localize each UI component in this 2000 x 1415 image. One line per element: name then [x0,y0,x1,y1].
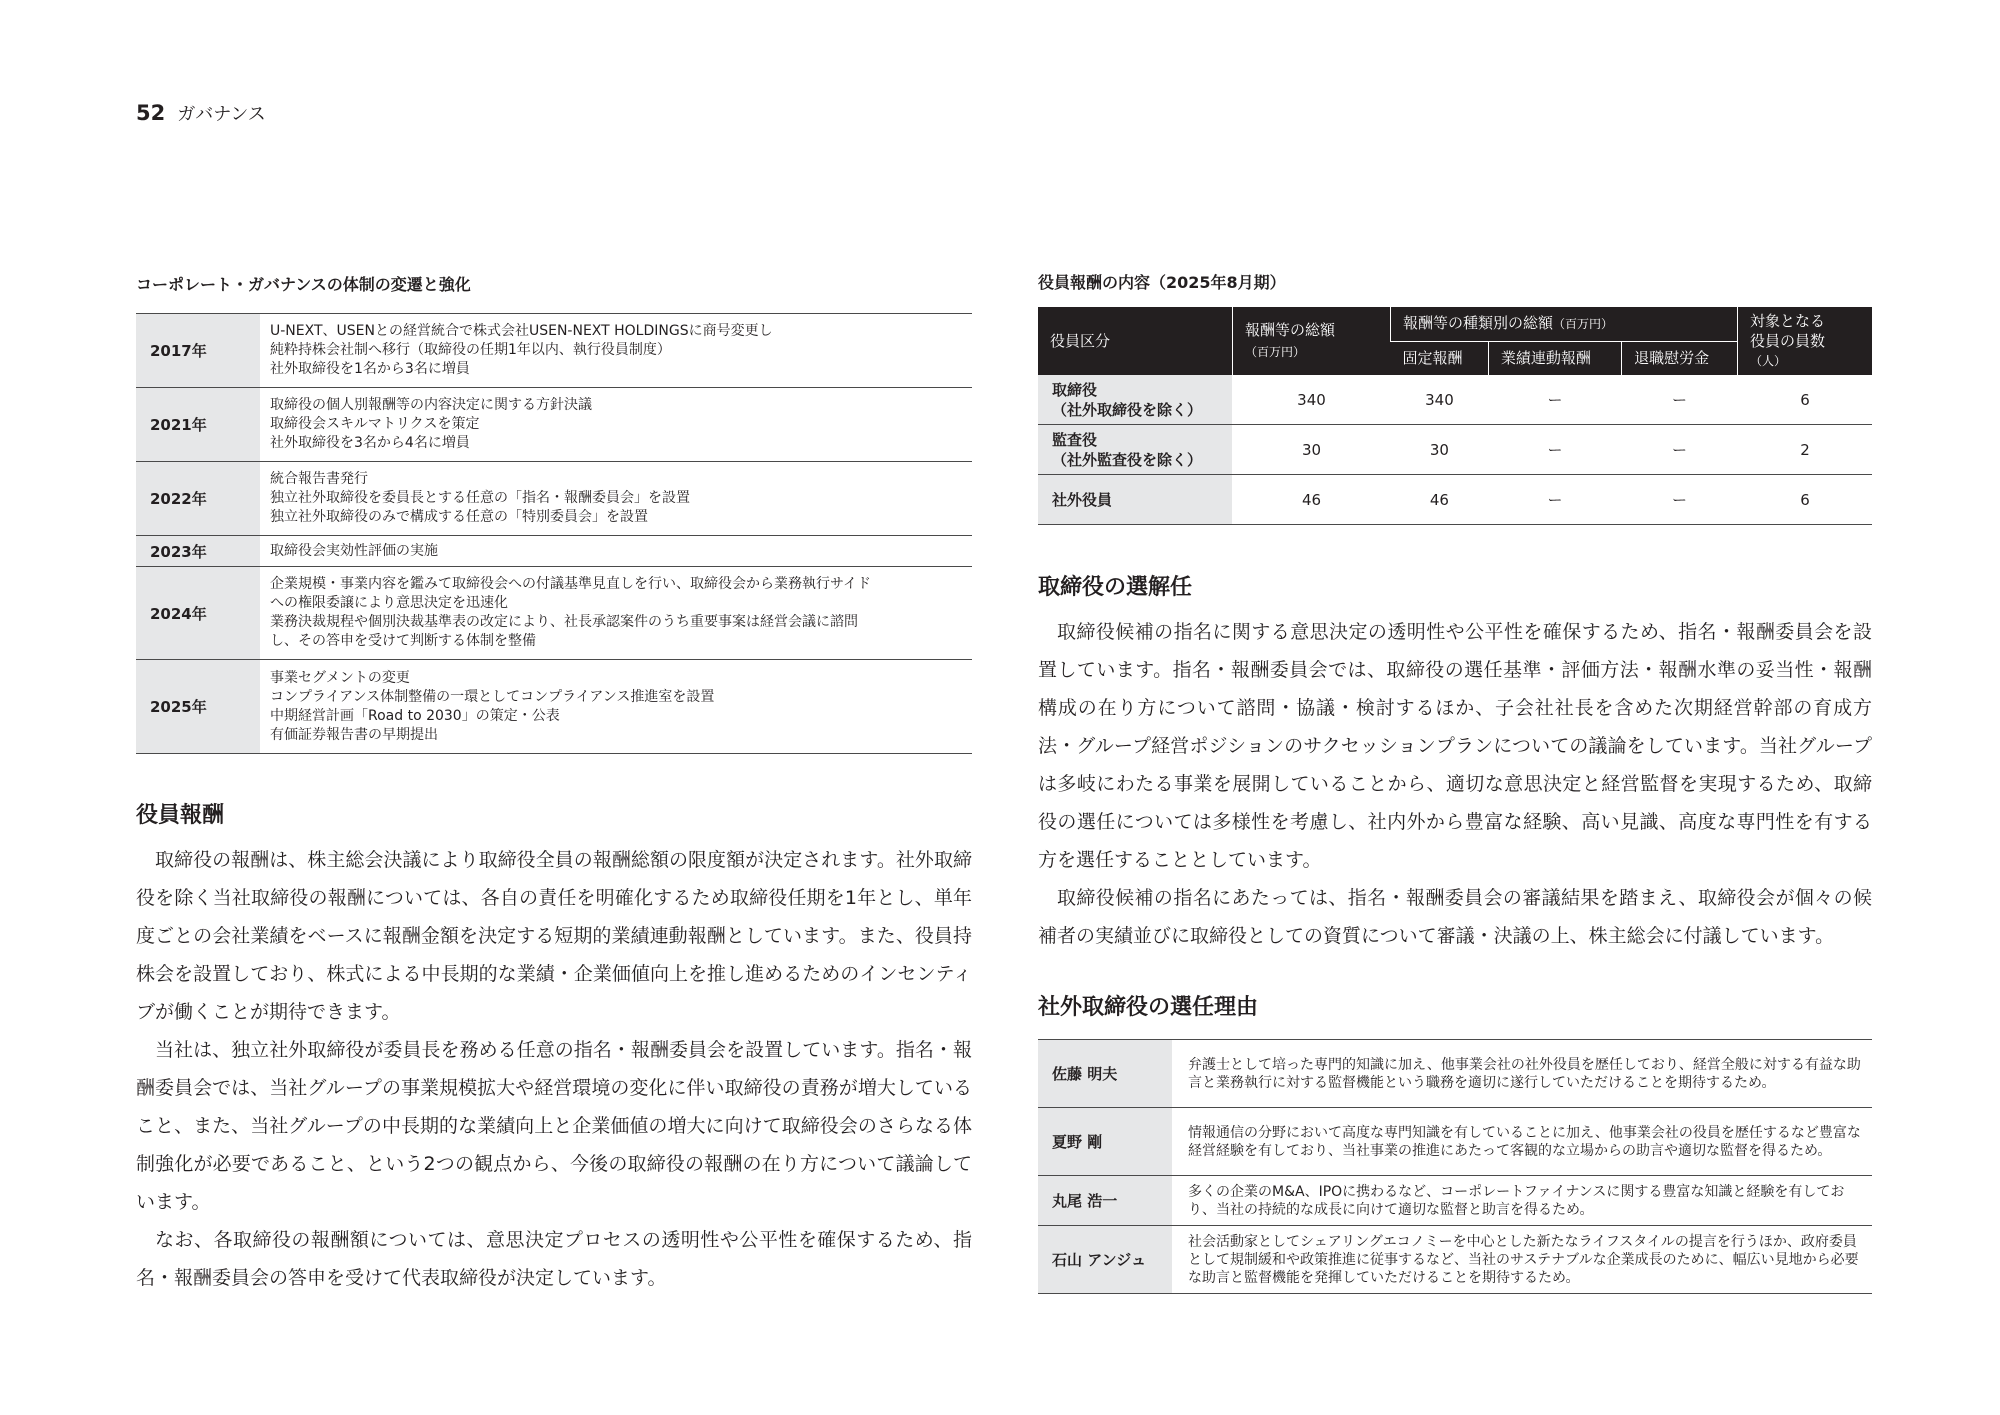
table-row [1038,475,1872,525]
body-paragraph: 当社は、独立社外取締役が委員長を務める任意の指名・報酬委員会を設置しています。指名・報酬委員会では、当社グループの事業規模拡大や経営環境の変化に伴い取締役の責務が増大していること、また、当社グループの中長期的な業績向上と企業価値の増大に向けて取締役会のさらなる体制強化が必要であること、という2つの観点から、今後の取締役の報酬の在り方について議論しています。 [136,1039,972,1213]
director-reason: 情報通信の分野において高度な専門知識を有していることに加え、他事業会社の役員を歴任するなど豊富な経営経験を有しており、当社事業の推進にあたって客観的な立場からの助言や適切な監督を得るため。 [1172,1108,1872,1176]
history-table [136,313,972,754]
table-row [1038,375,1872,425]
history-events: U-NEXT、USENとの経営統合で株式会社USEN-NEXT HOLDINGSに商号変更し 純粋持株会社制へ移行（取締役の任期1年以内、執行役員制度） 社外取締役を1名から3名に増員 [270,323,773,377]
table-row [1038,1176,1872,1226]
page-header [136,100,266,126]
table-row [136,536,972,567]
table-row [136,388,972,462]
table-row [136,462,972,536]
cell-total: 340 [1233,375,1391,425]
cell-performance: ー [1488,475,1621,525]
section-title: ガバナンス [177,104,266,125]
history-events: 取締役の個人別報酬等の内容決定に関する方針決議 取締役会スキルマトリクスを策定 社外取締役を3名から4名に増員 [270,397,592,451]
history-section [136,272,972,754]
cell-performance: ー [1488,375,1621,425]
header-fixed: 固定報酬 [1391,341,1489,375]
table-row [1038,1226,1872,1294]
history-year: 2025年 [136,660,260,754]
header-count-unit: （人） [1750,354,1787,368]
table-row [136,314,972,388]
outside-directors-table [1038,1039,1872,1294]
body-paragraph: なお、各取締役の報酬額については、意思決定プロセスの透明性や公平性を確保するため、指名・報酬委員会の答申を受けて代表取締役が決定しています。 [136,1229,972,1289]
executive-compensation-section [136,798,972,1297]
header-performance: 業績連動報酬 [1488,341,1621,375]
body-paragraph: 取締役候補の指名にあたっては、指名・報酬委員会の審議結果を踏まえ、取締役会が個々の候補者の実績並びに取締役としての資質について審議・決議の上、株主総会に付議しています。 [1038,887,1872,947]
table-row [136,567,972,660]
cell-fixed: 46 [1391,475,1489,525]
compensation-table [1038,307,1872,525]
director-reason: 弁護士として培った専門的知識に加え、他事業会社の社外役員を歴任しており、経営全般に対する有益な助言と業務執行に対する監督機能という職務を適切に遂行していただけることを期待するため。 [1172,1040,1872,1108]
cell-count: 2 [1738,425,1873,475]
section-heading: 取締役の選解任 [1038,575,1193,600]
director-name: 佐藤 明夫 [1038,1040,1172,1108]
cell-performance: ー [1488,425,1621,475]
header-retirement: 退職慰労金 [1622,341,1738,375]
history-events: 事業セグメントの変更 コンプライアンス体制整備の一環としてコンプライアンス推進室を設置 中期経営計画「Road to 2030」の策定・公表 有価証券報告書の早期提出 [270,669,715,743]
cell-total: 30 [1233,425,1391,475]
history-events: 統合報告書発行 独立社外取締役を委員長とする任意の「指名・報酬委員会」を設置 独立社外取締役のみで構成する任意の「特別委員会」を設置 [270,471,690,525]
table-row [136,660,972,754]
history-year: 2024年 [136,567,260,660]
history-events: 企業規模・事業内容を鑑みて取締役会への付議基準見直しを行い、取締役会から業務執行サイド への権限委譲により意思決定を迅速化 業務決裁規程や個別決裁基準表の改定により、社長承認案件のうち重要事案は経営会議に諮問 し、その答申を受けて判断する体制を整備 [270,576,872,649]
director-reason: 社会活動家としてシェアリングエコノミーを中心とした新たなライフスタイルの提言を行うほか、政府委員として規制緩和や政策推進に従事するなど、当社のサステナブルな企業成長のために、幅広い見地から必要な助言と監督機能を発揮していただけることを期待するため。 [1172,1226,1872,1294]
cell-count: 6 [1738,475,1873,525]
history-year: 2021年 [136,388,260,462]
cell-retirement: ー [1622,375,1738,425]
director-name: 石山 アンジュ [1038,1226,1172,1294]
page-number: 52 [136,101,166,125]
section-heading: 役員報酬 [136,803,225,828]
history-year: 2017年 [136,314,260,388]
row-category: 監査役 （社外監査役を除く） [1038,425,1233,475]
cell-retirement: ー [1622,425,1738,475]
header-count: 対象となる [1750,312,1826,330]
history-caption: コーポレート・ガバナンスの体制の変遷と強化 [136,275,471,294]
header-by-type-unit: （百万円） [1553,317,1614,332]
director-appointment-section [1038,570,1872,955]
director-reason: 多くの企業のM&A、IPOに携わるなど、コーポレートファイナンスに関する豊富な知識と経験を有しており、当社の持続的な成長に向けて適切な監督と助言を得るため。 [1172,1176,1872,1226]
table-row [1038,425,1872,475]
table-row [1038,1040,1872,1108]
cell-fixed: 30 [1391,425,1489,475]
body-paragraph: 取締役の報酬は、株主総会決議により取締役全員の報酬総額の限度額が決定されます。社外取締役を除く当社取締役の報酬については、各自の責任を明確化するため取締役任期を1年とし、単年度ごとの会社業績をベースに報酬金額を決定する短期的業績連動報酬としています。また、役員持株会を設置しており、株式による中長期的な業績・企業価値向上を推し進めるためのインセンティブが働くことが期待できます。 [136,849,972,1023]
director-name: 夏野 剛 [1038,1108,1172,1176]
cell-fixed: 340 [1391,375,1489,425]
header-total: 報酬等の総額 [1245,321,1336,339]
history-year: 2022年 [136,462,260,536]
cell-count: 6 [1738,375,1873,425]
header-total-unit: （百万円） [1245,345,1306,359]
row-category: 社外役員 [1038,475,1233,525]
history-year: 2023年 [136,536,260,567]
cell-retirement: ー [1622,475,1738,525]
compensation-caption: 役員報酬の内容（2025年8月期） [1038,273,1286,292]
header-count-2: 役員の員数 [1750,332,1826,350]
table-row [1038,1108,1872,1176]
header-category: 役員区分 [1038,307,1233,375]
section-heading: 社外取締役の選任理由 [1038,995,1259,1020]
body-paragraph: 取締役候補の指名に関する意思決定の透明性や公平性を確保するため、指名・報酬委員会を設置しています。指名・報酬委員会では、取締役の選任基準・評価方法・報酬水準の妥当性・報酬構成の在り方について諮問・協議・検討するほか、子会社社長を含めた次期経営幹部の育成方法・グループ経営ポジションのサクセッションプランについての議論をしています。当社グループは多岐にわたる事業を展開していることから、適切な意思決定と経営監督を実現するため、取締役の選任については多様性を考慮し、社内外から豊富な経験、高い見識、高度な専門性を有する方を選任することとしています。 [1038,621,1872,871]
cell-total: 46 [1233,475,1391,525]
director-name: 丸尾 浩一 [1038,1176,1172,1226]
outside-directors-section [1038,990,1872,1294]
row-category: 取締役 （社外取締役を除く） [1038,375,1233,425]
history-events: 取締役会実効性評価の実施 [270,542,438,559]
compensation-table-section [1038,270,1872,525]
header-by-type: 報酬等の種類別の総額 [1403,314,1554,333]
